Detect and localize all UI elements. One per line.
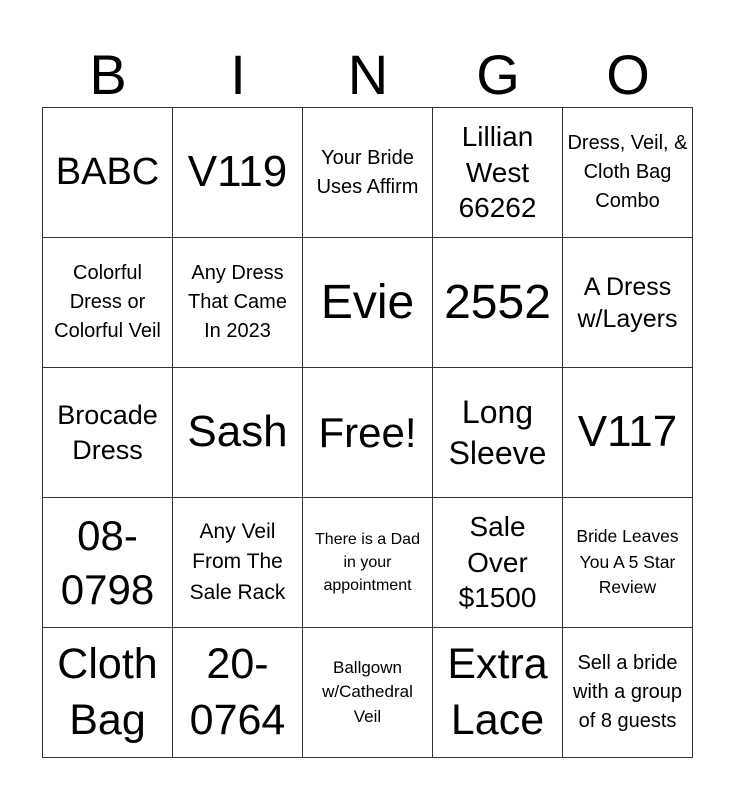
header-letter-o: O xyxy=(606,43,650,106)
bingo-header xyxy=(43,42,693,108)
header-letter-i: I xyxy=(230,43,246,106)
bingo-cell[interactable]: Lillian West 66262 xyxy=(432,107,563,238)
bingo-cell[interactable]: Colorful Dress or Colorful Veil xyxy=(42,237,173,368)
bingo-cell[interactable]: There is a Dad in your appointment xyxy=(302,497,433,628)
bingo-cell[interactable]: Bride Leaves You A 5 Star Review xyxy=(562,497,693,628)
bingo-cell[interactable]: Brocade Dress xyxy=(42,367,173,498)
bingo-cell[interactable]: BABC xyxy=(42,107,173,238)
bingo-cell[interactable]: Sell a bride with a group of 8 guests xyxy=(562,627,693,758)
bingo-cell[interactable]: Sash xyxy=(172,367,303,498)
bingo-cell[interactable]: 2552 xyxy=(432,237,563,368)
bingo-cell[interactable]: Cloth Bag xyxy=(42,627,173,758)
bingo-cell[interactable]: 20-0764 xyxy=(172,627,303,758)
bingo-cell[interactable]: Ballgown w/Cathedral Veil xyxy=(302,627,433,758)
bingo-cell[interactable]: V119 xyxy=(172,107,303,238)
bingo-cell[interactable]: Dress, Veil, & Cloth Bag Combo xyxy=(562,107,693,238)
bingo-cell[interactable]: Your Bride Uses Affirm xyxy=(302,107,433,238)
bingo-cell[interactable]: Evie xyxy=(302,237,433,368)
bingo-cell[interactable]: A Dress w/Layers xyxy=(562,237,693,368)
bingo-cell[interactable]: Any Dress That Came In 2023 xyxy=(172,237,303,368)
bingo-cell[interactable]: V117 xyxy=(562,367,693,498)
header-letter-b: B xyxy=(89,43,127,106)
bingo-cell[interactable]: Long Sleeve xyxy=(432,367,563,498)
bingo-cell[interactable]: 08-0798 xyxy=(42,497,173,628)
bingo-cell[interactable]: Sale Over $1500 xyxy=(432,497,563,628)
bingo-cell[interactable]: Extra Lace xyxy=(432,627,563,758)
header-letter-n: N xyxy=(347,43,389,106)
bingo-cell[interactable]: Any Veil From The Sale Rack xyxy=(172,497,303,628)
bingo-cell[interactable]: Free! xyxy=(302,367,433,498)
bingo-board xyxy=(43,108,693,758)
header-letter-g: G xyxy=(476,43,520,106)
